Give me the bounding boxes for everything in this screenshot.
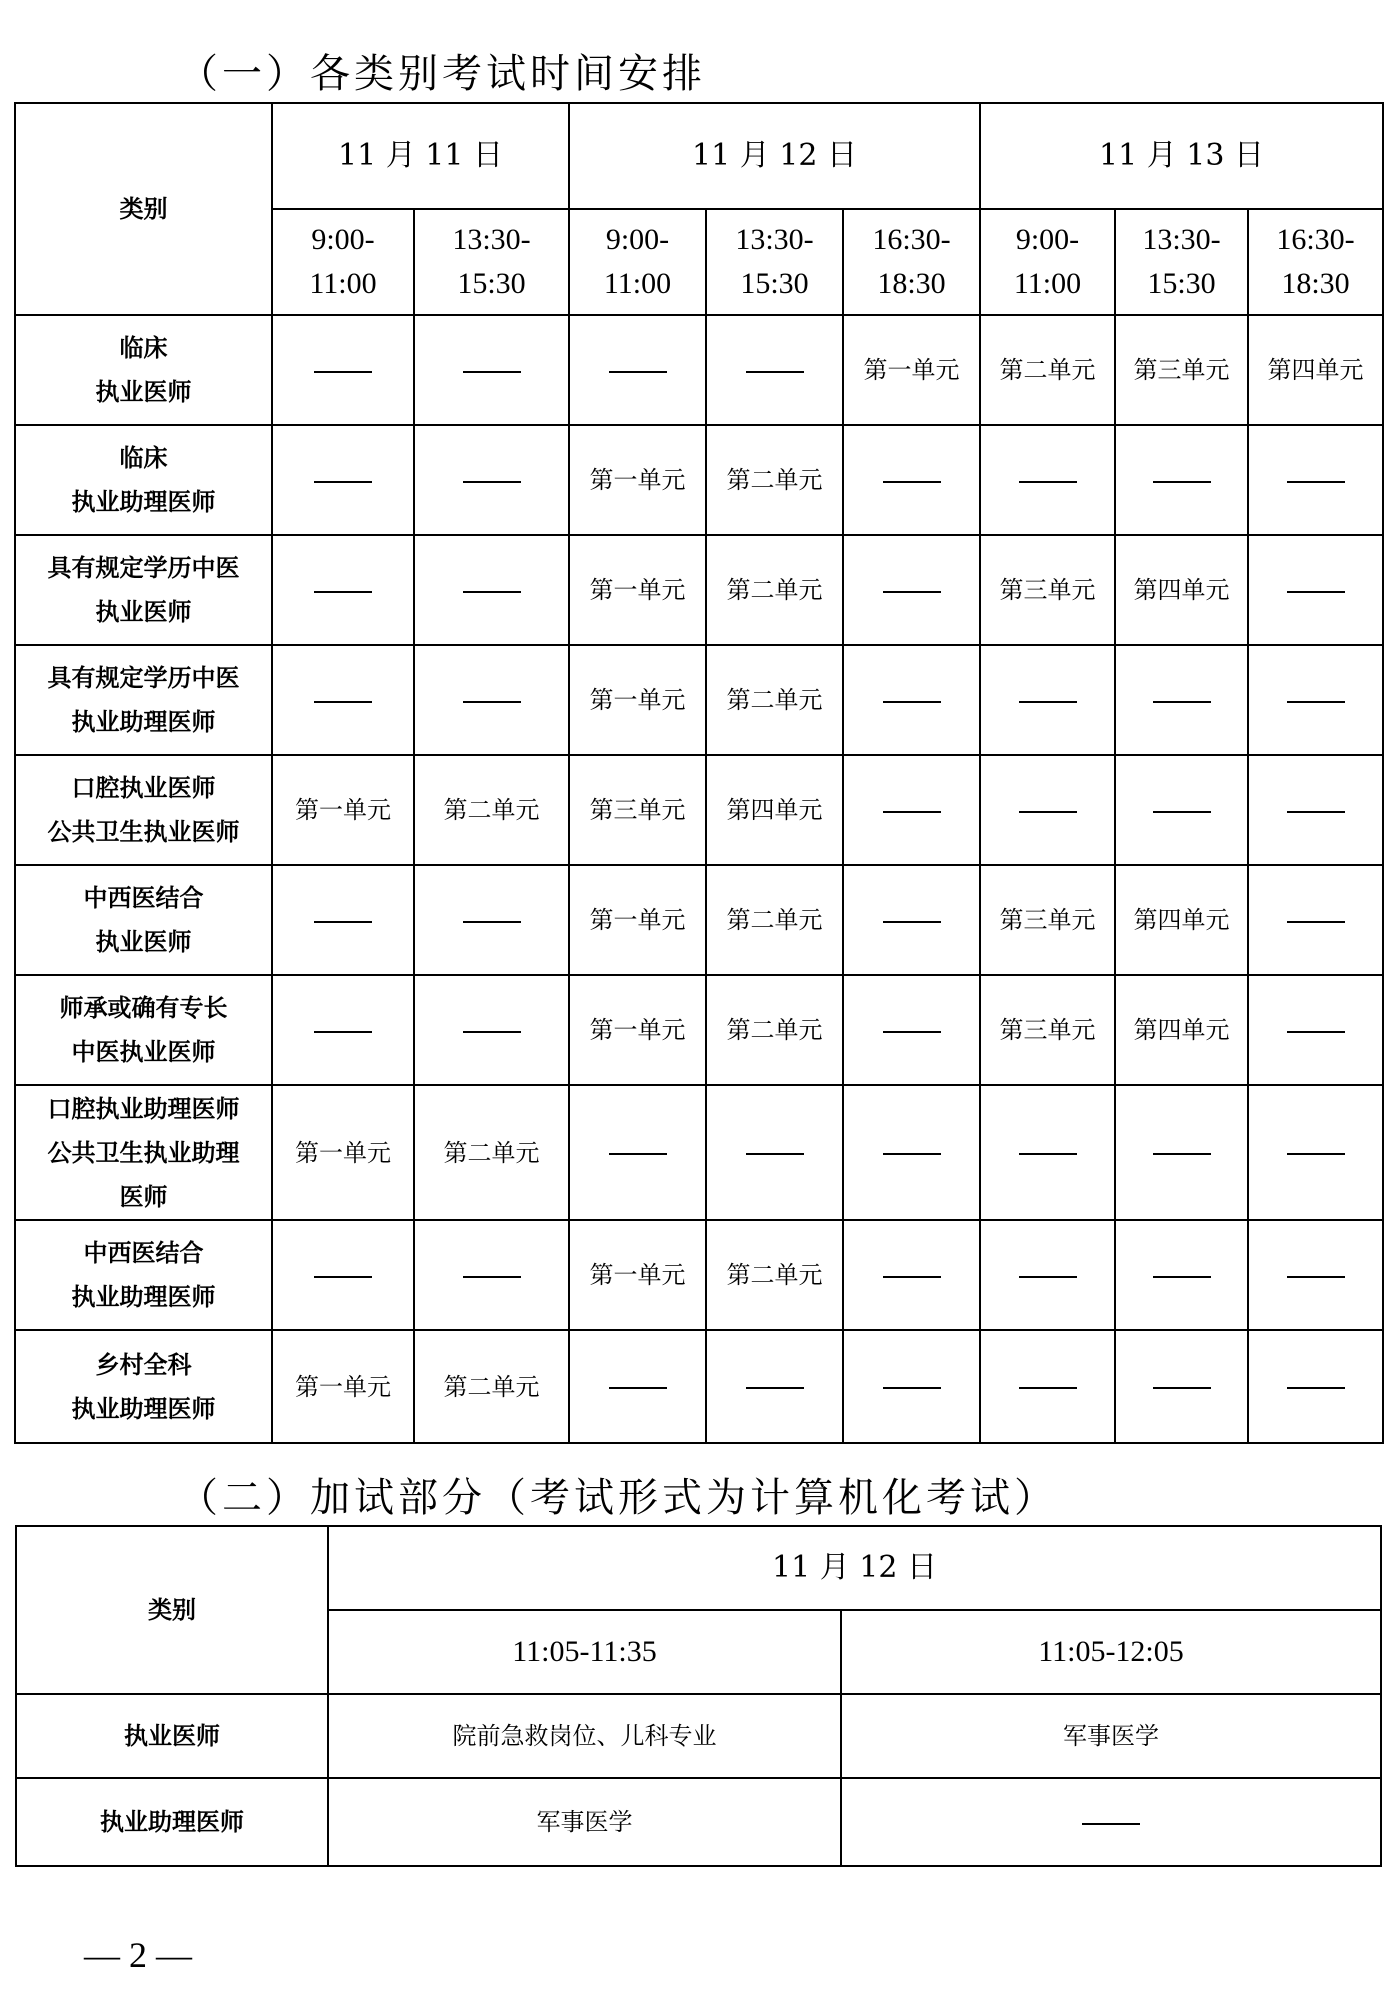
schedule-cell: 第三单元 [569, 755, 706, 865]
time-slot-header: 9:00- 11:00 [980, 209, 1115, 315]
category-header: 类别 [15, 103, 272, 315]
table-row [16, 1694, 1381, 1778]
schedule-cell [272, 535, 414, 645]
dash-placeholder [463, 481, 521, 483]
schedule-cell [272, 1220, 414, 1330]
schedule-cell: 第四单元 [1248, 315, 1383, 425]
schedule-cell [1248, 975, 1383, 1085]
dash-placeholder [1153, 1276, 1211, 1278]
table-row [15, 1085, 1383, 1220]
schedule-cell [841, 1778, 1381, 1866]
schedule-cell [569, 1330, 706, 1443]
schedule-cell [272, 645, 414, 755]
dash-placeholder [1082, 1823, 1140, 1825]
dash-placeholder [883, 1031, 941, 1033]
schedule-cell: 第一单元 [272, 1085, 414, 1220]
schedule-cell [980, 425, 1115, 535]
schedule-cell [1248, 755, 1383, 865]
time-slot-header: 13:30- 15:30 [1115, 209, 1248, 315]
category-cell: 师承或确有专长 中医执业医师 [15, 975, 272, 1085]
dash-placeholder [1153, 1387, 1211, 1389]
time-slot-header: 13:30- 15:30 [706, 209, 843, 315]
dash-placeholder [463, 1276, 521, 1278]
dash-placeholder [1019, 1276, 1077, 1278]
dash-placeholder [463, 921, 521, 923]
category-cell: 口腔执业医师 公共卫生执业医师 [15, 755, 272, 865]
schedule-cell [843, 535, 980, 645]
schedule-cell: 第一单元 [272, 755, 414, 865]
dash-placeholder [463, 1031, 521, 1033]
schedule-cell [1115, 1330, 1248, 1443]
schedule-cell: 第二单元 [414, 1330, 569, 1443]
schedule-cell: 军事医学 [841, 1694, 1381, 1778]
dash-placeholder [1287, 1153, 1345, 1155]
schedule-cell [414, 1220, 569, 1330]
schedule-cell [1115, 755, 1248, 865]
dash-placeholder [746, 371, 804, 373]
date-header: 11 月 11 日 [272, 103, 569, 209]
schedule-cell [706, 315, 843, 425]
schedule-cell [1248, 535, 1383, 645]
section2-title: （二）加试部分（考试形式为计算机化考试） [178, 1475, 1058, 1521]
dash-placeholder [1019, 701, 1077, 703]
dash-placeholder [314, 591, 372, 593]
schedule-cell [843, 425, 980, 535]
dash-placeholder [1019, 811, 1077, 813]
schedule-cell [706, 1085, 843, 1220]
schedule-cell: 第一单元 [569, 865, 706, 975]
schedule-cell: 第一单元 [569, 1220, 706, 1330]
schedule-cell: 第四单元 [1115, 535, 1248, 645]
time-slot-header: 13:30- 15:30 [414, 209, 569, 315]
category-cell: 中西医结合 执业医师 [15, 865, 272, 975]
schedule-cell [414, 425, 569, 535]
time-slot-header: 9:00- 11:00 [569, 209, 706, 315]
category-cell: 口腔执业助理医师 公共卫生执业助理 医师 [15, 1085, 272, 1220]
dash-placeholder [314, 701, 372, 703]
dash-placeholder [609, 1153, 667, 1155]
schedule-cell [1248, 1220, 1383, 1330]
schedule-cell: 院前急救岗位、儿科专业 [328, 1694, 841, 1778]
schedule-cell: 第一单元 [569, 425, 706, 535]
category-cell: 具有规定学历中医 执业医师 [15, 535, 272, 645]
schedule-cell [1248, 425, 1383, 535]
dash-placeholder [1287, 1276, 1345, 1278]
dash-placeholder [746, 1153, 804, 1155]
dash-placeholder [1019, 481, 1077, 483]
time-slot-header: 11:05-11:35 [328, 1610, 841, 1694]
table-row [16, 1778, 1381, 1866]
category-cell: 临床 执业助理医师 [15, 425, 272, 535]
category-cell: 具有规定学历中医 执业助理医师 [15, 645, 272, 755]
dash-placeholder [1287, 1031, 1345, 1033]
table-row [15, 425, 1383, 535]
schedule-cell: 第二单元 [414, 755, 569, 865]
section1-title: （一）各类别考试时间安排 [178, 51, 706, 97]
schedule-cell [1248, 865, 1383, 975]
schedule-cell: 第四单元 [1115, 975, 1248, 1085]
schedule-cell: 第一单元 [843, 315, 980, 425]
schedule-cell [272, 425, 414, 535]
date-header: 11 月 13 日 [980, 103, 1383, 209]
schedule-cell [569, 315, 706, 425]
dash-placeholder [1287, 1387, 1345, 1389]
schedule-cell [843, 1085, 980, 1220]
schedule-cell: 军事医学 [328, 1778, 841, 1866]
dash-placeholder [1287, 921, 1345, 923]
schedule-cell: 第三单元 [980, 535, 1115, 645]
schedule-cell: 第四单元 [706, 755, 843, 865]
dash-placeholder [1019, 1387, 1077, 1389]
schedule-cell [569, 1085, 706, 1220]
dash-placeholder [1019, 1153, 1077, 1155]
schedule-cell: 第一单元 [569, 975, 706, 1085]
schedule-cell [1115, 1085, 1248, 1220]
dash-placeholder [314, 481, 372, 483]
date-header: 11 月 12 日 [328, 1526, 1381, 1610]
schedule-cell [1248, 1330, 1383, 1443]
dash-placeholder [883, 1387, 941, 1389]
schedule-cell: 第三单元 [980, 975, 1115, 1085]
schedule-cell [843, 975, 980, 1085]
dash-placeholder [314, 371, 372, 373]
schedule-cell [1115, 425, 1248, 535]
category-header: 类别 [16, 1526, 328, 1694]
schedule-cell [272, 315, 414, 425]
schedule-cell: 第一单元 [272, 1330, 414, 1443]
dash-placeholder [1153, 1153, 1211, 1155]
dash-placeholder [883, 1276, 941, 1278]
schedule-cell [414, 975, 569, 1085]
table-row [15, 755, 1383, 865]
table-row [15, 1220, 1383, 1330]
schedule-cell: 第二单元 [706, 865, 843, 975]
schedule-cell: 第二单元 [980, 315, 1115, 425]
schedule-cell [1115, 645, 1248, 755]
schedule-cell: 第一单元 [569, 645, 706, 755]
schedule-cell: 第二单元 [706, 975, 843, 1085]
dash-placeholder [883, 591, 941, 593]
date-header: 11 月 12 日 [569, 103, 980, 209]
schedule-cell [272, 975, 414, 1085]
dash-placeholder [746, 1387, 804, 1389]
dash-placeholder [1287, 701, 1345, 703]
time-slot-header: 11:05-12:05 [841, 1610, 1381, 1694]
schedule-cell: 第三单元 [1115, 315, 1248, 425]
dash-placeholder [1153, 481, 1211, 483]
table-row [15, 1330, 1383, 1443]
schedule-cell [1248, 645, 1383, 755]
dash-placeholder [883, 701, 941, 703]
table-row [15, 315, 1383, 425]
dash-placeholder [463, 701, 521, 703]
schedule-cell [843, 865, 980, 975]
schedule-cell: 第二单元 [706, 535, 843, 645]
table-row [15, 645, 1383, 755]
category-cell: 执业医师 [16, 1694, 328, 1778]
exam-schedule-table [14, 102, 1384, 1444]
dash-placeholder [1287, 481, 1345, 483]
schedule-cell [980, 755, 1115, 865]
dash-placeholder [314, 921, 372, 923]
schedule-cell [980, 1220, 1115, 1330]
schedule-cell [414, 645, 569, 755]
dash-placeholder [883, 481, 941, 483]
schedule-cell [980, 1330, 1115, 1443]
dash-placeholder [463, 591, 521, 593]
schedule-cell: 第四单元 [1115, 865, 1248, 975]
category-cell: 中西医结合 执业助理医师 [15, 1220, 272, 1330]
schedule-cell: 第二单元 [706, 1220, 843, 1330]
schedule-cell: 第二单元 [706, 425, 843, 535]
dash-placeholder [1153, 701, 1211, 703]
dash-placeholder [1287, 811, 1345, 813]
schedule-cell [414, 535, 569, 645]
table-row [15, 535, 1383, 645]
dash-placeholder [609, 371, 667, 373]
schedule-cell [414, 315, 569, 425]
schedule-cell [980, 1085, 1115, 1220]
schedule-cell: 第二单元 [706, 645, 843, 755]
additional-exam-table [15, 1525, 1382, 1867]
schedule-cell [1115, 1220, 1248, 1330]
schedule-cell [843, 755, 980, 865]
page-number: — 2 — [84, 1935, 192, 1975]
time-slot-header: 9:00- 11:00 [272, 209, 414, 315]
time-slot-header: 16:30- 18:30 [1248, 209, 1383, 315]
schedule-cell [980, 645, 1115, 755]
table-row [15, 865, 1383, 975]
schedule-cell [414, 865, 569, 975]
category-cell: 临床 执业医师 [15, 315, 272, 425]
schedule-cell: 第一单元 [569, 535, 706, 645]
dash-placeholder [883, 1153, 941, 1155]
schedule-cell: 第二单元 [414, 1085, 569, 1220]
schedule-cell [1248, 1085, 1383, 1220]
table-row [15, 975, 1383, 1085]
schedule-cell [706, 1330, 843, 1443]
dash-placeholder [314, 1031, 372, 1033]
dash-placeholder [463, 371, 521, 373]
dash-placeholder [314, 1276, 372, 1278]
schedule-cell [843, 645, 980, 755]
dash-placeholder [883, 811, 941, 813]
dash-placeholder [1287, 591, 1345, 593]
dash-placeholder [1153, 811, 1211, 813]
dash-placeholder [883, 921, 941, 923]
category-cell: 执业助理医师 [16, 1778, 328, 1866]
schedule-cell: 第三单元 [980, 865, 1115, 975]
time-slot-header: 16:30- 18:30 [843, 209, 980, 315]
dash-placeholder [609, 1387, 667, 1389]
schedule-cell [843, 1330, 980, 1443]
schedule-cell [272, 865, 414, 975]
category-cell: 乡村全科 执业助理医师 [15, 1330, 272, 1443]
schedule-cell [843, 1220, 980, 1330]
